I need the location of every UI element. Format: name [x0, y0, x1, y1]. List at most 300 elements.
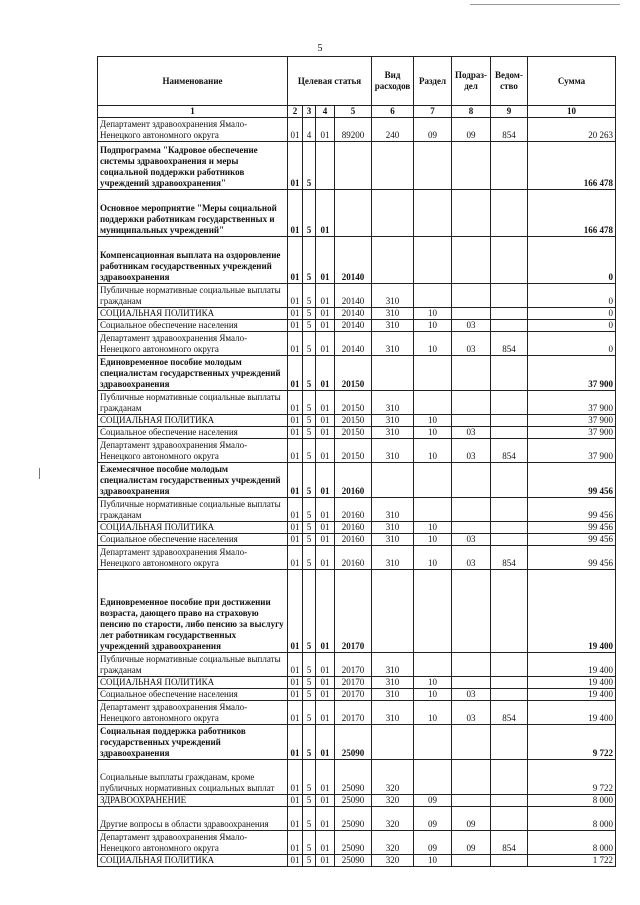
program-code: 01 [288, 760, 303, 795]
header-target-article: Целевая статья [288, 57, 372, 106]
activity-code: 01 [316, 415, 335, 427]
subprogram-code: 5 [303, 725, 316, 760]
activity-code: 01 [316, 534, 335, 546]
table-row [98, 463, 616, 498]
row-sum: 9 722 [528, 725, 616, 760]
expense-type-code [372, 725, 414, 760]
subprogram-code: 5 [303, 570, 316, 653]
row-sum: 37 900 [528, 356, 616, 391]
section-code [414, 498, 452, 522]
table-row [98, 439, 616, 463]
table-row [98, 391, 616, 415]
row-sum: 19 400 [528, 701, 616, 725]
department-code: 854 [491, 546, 528, 570]
department-code [491, 356, 528, 391]
col-number: 6 [372, 106, 414, 118]
activity-code: 01 [316, 237, 335, 284]
direction-code: 20140 [335, 284, 372, 308]
table-row [98, 807, 616, 831]
program-code: 01 [288, 439, 303, 463]
section-code [414, 237, 452, 284]
direction-code: 20160 [335, 546, 372, 570]
subprogram-code: 5 [303, 653, 316, 677]
program-code: 01 [288, 701, 303, 725]
department-code [491, 320, 528, 332]
subsection-code [452, 463, 491, 498]
row-sum: 1 722 [528, 855, 616, 867]
department-code [491, 308, 528, 320]
department-code: 854 [491, 118, 528, 142]
department-code [491, 689, 528, 701]
row-name: Социальная поддержка работников государственных учреждений здравоохранения [98, 725, 288, 760]
row-sum: 99 456 [528, 498, 616, 522]
program-code: 01 [288, 356, 303, 391]
expense-type-code: 310 [372, 415, 414, 427]
header-sum: Сумма [528, 57, 616, 106]
activity-code: 01 [316, 570, 335, 653]
activity-code: 01 [316, 522, 335, 534]
subsection-code [452, 677, 491, 689]
section-code [414, 653, 452, 677]
table-row [98, 831, 616, 855]
subprogram-code: 5 [303, 677, 316, 689]
section-code [414, 356, 452, 391]
row-name: Социальное обеспечение населения [98, 427, 288, 439]
header-subsection: Подраз-дел [452, 57, 491, 106]
budget-table [97, 56, 616, 867]
subsection-code [452, 795, 491, 807]
row-sum: 166 478 [528, 190, 616, 237]
row-name: Департамент здравоохранения Ямало-Ненецкого автономного округа [98, 118, 288, 142]
table-row [98, 570, 616, 653]
subprogram-code: 5 [303, 546, 316, 570]
direction-code: 20150 [335, 356, 372, 391]
expense-type-code [372, 356, 414, 391]
row-sum: 19 400 [528, 653, 616, 677]
row-sum: 0 [528, 237, 616, 284]
direction-code: 20150 [335, 415, 372, 427]
header-expense-type: Вид расходов [372, 57, 414, 106]
subprogram-code: 5 [303, 522, 316, 534]
activity-code: 01 [316, 760, 335, 795]
row-name: Социальное обеспечение населения [98, 534, 288, 546]
activity-code: 01 [316, 701, 335, 725]
table-row [98, 522, 616, 534]
page-number: 5 [317, 43, 323, 54]
row-sum: 0 [528, 284, 616, 308]
department-code [491, 284, 528, 308]
section-code [414, 725, 452, 760]
section-code: 09 [414, 807, 452, 831]
program-code: 01 [288, 522, 303, 534]
department-code [491, 795, 528, 807]
subprogram-code: 4 [303, 118, 316, 142]
row-sum: 0 [528, 320, 616, 332]
row-name: Другие вопросы в области здравоохранения [98, 807, 288, 831]
subprogram-code: 5 [303, 308, 316, 320]
expense-type-code: 310 [372, 391, 414, 415]
direction-code: 20140 [335, 332, 372, 356]
col-number: 5 [335, 106, 372, 118]
program-code: 01 [288, 415, 303, 427]
subsection-code [452, 308, 491, 320]
subsection-code: 03 [452, 546, 491, 570]
section-code: 10 [414, 534, 452, 546]
row-sum: 19 400 [528, 677, 616, 689]
activity-code: 01 [316, 807, 335, 831]
direction-code: 20170 [335, 689, 372, 701]
subsection-code: 09 [452, 831, 491, 855]
row-sum: 37 900 [528, 391, 616, 415]
activity-code: 01 [316, 332, 335, 356]
direction-code: 89200 [335, 118, 372, 142]
department-code: 854 [491, 439, 528, 463]
section-code [414, 760, 452, 795]
subsection-code [452, 855, 491, 867]
section-code: 10 [414, 427, 452, 439]
column-number-row [98, 106, 616, 118]
table-row [98, 142, 616, 190]
department-code [491, 534, 528, 546]
col-number: 8 [452, 106, 491, 118]
row-sum: 37 900 [528, 427, 616, 439]
table-row [98, 546, 616, 570]
direction-code: 25090 [335, 795, 372, 807]
binding-mark [39, 468, 40, 479]
program-code: 01 [288, 498, 303, 522]
section-code [414, 142, 452, 190]
program-code: 01 [288, 677, 303, 689]
department-code [491, 498, 528, 522]
table-row [98, 855, 616, 867]
row-name: СОЦИАЛЬНАЯ ПОЛИТИКА [98, 522, 288, 534]
activity-code: 01 [316, 795, 335, 807]
program-code: 01 [288, 725, 303, 760]
subprogram-code: 5 [303, 807, 316, 831]
program-code: 01 [288, 546, 303, 570]
expense-type-code: 310 [372, 284, 414, 308]
row-sum: 99 456 [528, 546, 616, 570]
subsection-code [452, 356, 491, 391]
section-code: 09 [414, 831, 452, 855]
subprogram-code: 5 [303, 356, 316, 391]
subsection-code [452, 522, 491, 534]
activity-code: 01 [316, 463, 335, 498]
header-section: Раздел [414, 57, 452, 106]
header-department: Ведом-ство [491, 57, 528, 106]
activity-code: 01 [316, 391, 335, 415]
subprogram-code: 5 [303, 391, 316, 415]
section-code: 10 [414, 439, 452, 463]
subprogram-code: 5 [303, 190, 316, 237]
section-code: 10 [414, 522, 452, 534]
department-code [491, 415, 528, 427]
row-name: Основное мероприятие "Меры социальной поддержки работникам государственных и муниципальных учреждений" [98, 190, 288, 237]
row-name: СОЦИАЛЬНАЯ ПОЛИТИКА [98, 415, 288, 427]
direction-code: 20160 [335, 498, 372, 522]
header-name: Наименование [98, 57, 288, 106]
program-code: 01 [288, 142, 303, 190]
direction-code: 20150 [335, 439, 372, 463]
program-code: 01 [288, 534, 303, 546]
col-number: 7 [414, 106, 452, 118]
table-row [98, 415, 616, 427]
row-name: ЗДРАВООХРАНЕНИЕ [98, 795, 288, 807]
activity-code: 01 [316, 427, 335, 439]
row-sum: 19 400 [528, 570, 616, 653]
activity-code: 01 [316, 546, 335, 570]
subsection-code [452, 653, 491, 677]
expense-type-code: 320 [372, 831, 414, 855]
row-sum: 0 [528, 332, 616, 356]
direction-code: 20170 [335, 570, 372, 653]
row-sum: 166 478 [528, 142, 616, 190]
program-code: 01 [288, 795, 303, 807]
subsection-code [452, 415, 491, 427]
direction-code: 20150 [335, 427, 372, 439]
row-sum: 0 [528, 308, 616, 320]
section-code: 10 [414, 855, 452, 867]
direction-code [335, 142, 372, 190]
table-row [98, 760, 616, 795]
activity-code [316, 142, 335, 190]
subsection-code [452, 284, 491, 308]
col-number: 4 [316, 106, 335, 118]
subprogram-code: 5 [303, 237, 316, 284]
table-row [98, 284, 616, 308]
program-code: 01 [288, 463, 303, 498]
subprogram-code: 5 [303, 463, 316, 498]
department-code [491, 391, 528, 415]
direction-code: 25090 [335, 760, 372, 795]
department-code [491, 427, 528, 439]
subsection-code: 03 [452, 439, 491, 463]
row-name: Публичные нормативные социальные выплаты гражданам [98, 284, 288, 308]
section-code: 10 [414, 415, 452, 427]
subprogram-code: 5 [303, 439, 316, 463]
program-code: 01 [288, 855, 303, 867]
activity-code: 01 [316, 677, 335, 689]
expense-type-code: 320 [372, 807, 414, 831]
department-code [491, 522, 528, 534]
col-number: 1 [98, 106, 288, 118]
table-row [98, 356, 616, 391]
activity-code: 01 [316, 308, 335, 320]
subsection-code [452, 190, 491, 237]
row-name: Публичные нормативные социальные выплаты гражданам [98, 391, 288, 415]
table-row [98, 534, 616, 546]
subprogram-code: 5 [303, 142, 316, 190]
row-sum: 9 722 [528, 760, 616, 795]
section-code: 10 [414, 546, 452, 570]
expense-type-code: 310 [372, 522, 414, 534]
row-name: Публичные нормативные социальные выплаты гражданам [98, 498, 288, 522]
table-row [98, 498, 616, 522]
table-row [98, 653, 616, 677]
department-code [491, 760, 528, 795]
department-code [491, 463, 528, 498]
subprogram-code: 5 [303, 855, 316, 867]
subsection-code: 03 [452, 332, 491, 356]
subprogram-code: 5 [303, 689, 316, 701]
row-name: Департамент здравоохранения Ямало-Ненецкого автономного округа [98, 831, 288, 855]
subsection-code [452, 498, 491, 522]
row-name: Единовременное пособие молодым специалистам государственных учреждений здравоохранения [98, 356, 288, 391]
section-code [414, 570, 452, 653]
table-row [98, 237, 616, 284]
activity-code: 01 [316, 855, 335, 867]
expense-type-code: 310 [372, 320, 414, 332]
subprogram-code: 5 [303, 534, 316, 546]
activity-code: 01 [316, 190, 335, 237]
row-name: СОЦИАЛЬНАЯ ПОЛИТИКА [98, 677, 288, 689]
table-row [98, 118, 616, 142]
col-number: 3 [303, 106, 316, 118]
table-row [98, 725, 616, 760]
expense-type-code: 320 [372, 760, 414, 795]
section-code [414, 463, 452, 498]
program-code: 01 [288, 190, 303, 237]
subprogram-code: 5 [303, 701, 316, 725]
subprogram-code: 5 [303, 332, 316, 356]
subsection-code: 03 [452, 320, 491, 332]
department-code [491, 190, 528, 237]
section-code: 10 [414, 320, 452, 332]
department-code: 854 [491, 332, 528, 356]
row-name: Подпрограмма "Кадровое обеспечение системы здравоохранения и меры социальной поддержки работников учреждений здравоохранения" [98, 142, 288, 190]
direction-code: 20140 [335, 237, 372, 284]
row-name: Социальное обеспечение населения [98, 320, 288, 332]
row-name: Компенсационная выплата на оздоровление работникам государственных учреждений здравоохранения [98, 237, 288, 284]
program-code: 01 [288, 284, 303, 308]
expense-type-code [372, 190, 414, 237]
table-row [98, 320, 616, 332]
activity-code: 01 [316, 831, 335, 855]
department-code [491, 237, 528, 284]
scan-edge-line [470, 4, 620, 5]
header-row [98, 57, 616, 106]
program-code: 01 [288, 427, 303, 439]
subsection-code [452, 760, 491, 795]
section-code: 10 [414, 308, 452, 320]
activity-code: 01 [316, 498, 335, 522]
expense-type-code: 310 [372, 677, 414, 689]
expense-type-code: 310 [372, 308, 414, 320]
program-code: 01 [288, 332, 303, 356]
subsection-code: 03 [452, 701, 491, 725]
expense-type-code: 310 [372, 689, 414, 701]
row-name: Департамент здравоохранения Ямало-Ненецкого автономного округа [98, 701, 288, 725]
subprogram-code: 5 [303, 415, 316, 427]
subprogram-code: 5 [303, 320, 316, 332]
section-code: 10 [414, 701, 452, 725]
department-code [491, 855, 528, 867]
subprogram-code: 5 [303, 284, 316, 308]
subsection-code [452, 142, 491, 190]
section-code: 10 [414, 689, 452, 701]
direction-code: 20150 [335, 391, 372, 415]
subsection-code [452, 570, 491, 653]
table-row [98, 677, 616, 689]
department-code: 854 [491, 831, 528, 855]
expense-type-code: 320 [372, 795, 414, 807]
subsection-code: 09 [452, 807, 491, 831]
row-sum: 20 263 [528, 118, 616, 142]
activity-code: 01 [316, 320, 335, 332]
program-code: 01 [288, 308, 303, 320]
expense-type-code [372, 570, 414, 653]
table-row [98, 332, 616, 356]
subsection-code [452, 725, 491, 760]
direction-code: 20160 [335, 463, 372, 498]
row-sum: 37 900 [528, 439, 616, 463]
row-name: Департамент здравоохранения Ямало-Ненецкого автономного округа [98, 332, 288, 356]
program-code: 01 [288, 237, 303, 284]
direction-code [335, 190, 372, 237]
program-code: 01 [288, 653, 303, 677]
expense-type-code: 240 [372, 118, 414, 142]
expense-type-code [372, 463, 414, 498]
program-code: 01 [288, 570, 303, 653]
department-code: 854 [491, 701, 528, 725]
direction-code: 25090 [335, 725, 372, 760]
activity-code: 01 [316, 356, 335, 391]
section-code [414, 190, 452, 237]
expense-type-code: 310 [372, 534, 414, 546]
col-number: 2 [288, 106, 303, 118]
row-name: Публичные нормативные социальные выплаты гражданам [98, 653, 288, 677]
direction-code: 20160 [335, 522, 372, 534]
section-code: 10 [414, 332, 452, 356]
row-sum: 8 000 [528, 831, 616, 855]
row-sum: 99 456 [528, 522, 616, 534]
direction-code: 20160 [335, 534, 372, 546]
activity-code: 01 [316, 284, 335, 308]
row-name: Ежемесячное пособие молодым специалистам государственных учреждений здравоохранения [98, 463, 288, 498]
row-name: Департамент здравоохранения Ямало-Ненецкого автономного округа [98, 546, 288, 570]
direction-code: 20140 [335, 320, 372, 332]
activity-code: 01 [316, 653, 335, 677]
direction-code: 20140 [335, 308, 372, 320]
row-sum: 37 900 [528, 415, 616, 427]
department-code [491, 725, 528, 760]
table-row [98, 308, 616, 320]
department-code [491, 653, 528, 677]
activity-code: 01 [316, 439, 335, 463]
department-code [491, 142, 528, 190]
department-code [491, 570, 528, 653]
table-row [98, 190, 616, 237]
row-name: Департамент здравоохранения Ямало-Ненецкого автономного округа [98, 439, 288, 463]
program-code: 01 [288, 689, 303, 701]
activity-code: 01 [316, 118, 335, 142]
direction-code: 20170 [335, 653, 372, 677]
expense-type-code: 310 [372, 439, 414, 463]
section-code: 09 [414, 795, 452, 807]
department-code [491, 807, 528, 831]
section-code: 09 [414, 118, 452, 142]
table-row [98, 427, 616, 439]
subprogram-code: 5 [303, 795, 316, 807]
activity-code: 01 [316, 725, 335, 760]
table-row [98, 701, 616, 725]
row-name: Социальное обеспечение населения [98, 689, 288, 701]
program-code: 01 [288, 807, 303, 831]
expense-type-code: 310 [372, 332, 414, 356]
subprogram-code: 5 [303, 427, 316, 439]
table-row [98, 689, 616, 701]
activity-code: 01 [316, 689, 335, 701]
